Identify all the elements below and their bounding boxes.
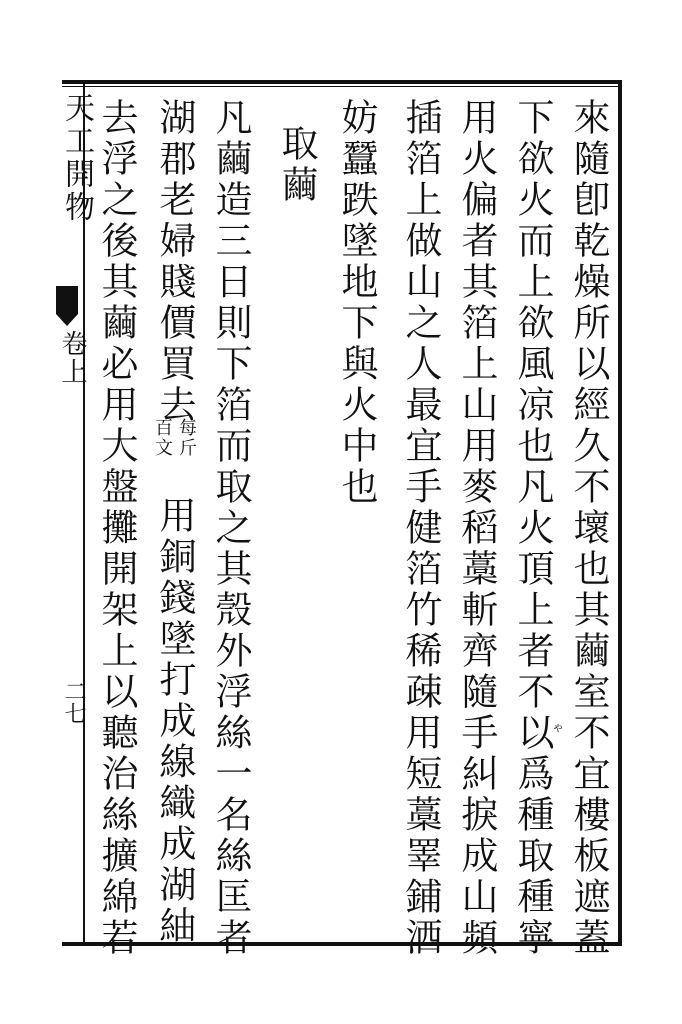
top-border-inner (62, 86, 622, 87)
text-column-2: 下欲火而上欲風凉也凡火頂上者不以爲種取種寧 (511, 98, 554, 959)
section-heading: 取繭 (275, 124, 318, 206)
top-border (62, 80, 622, 84)
text-column-5: 妨蠶跌墜地下與火中也 (335, 98, 378, 508)
text-column-8: 凡繭造三日則下箔而取之其殼外浮絲一名絲匡者 (209, 98, 252, 959)
book-title: 天工開物 (59, 92, 94, 224)
folio-number: 二七 (61, 680, 86, 724)
text-column-3: 用火偏者其箔上山用麥稻藁斬齊隨手糾捩成山頻 (455, 98, 498, 959)
text-column-1: 來隨卽乾燥所以經久不壞也其繭室不宜樓板遮蓋 (567, 98, 610, 959)
annotation-line-2: 百文 (152, 418, 173, 458)
juan-label: 卷上 (57, 330, 87, 386)
text-column-4: 插箔上做山之人最宜手健箔竹稀疎用短藁睪鋪洒 (399, 98, 442, 959)
text-column-9a: 湖郡老婦賤價買去 (153, 98, 196, 426)
text-column-9b: 用銅錢墜打成線織成湖紬 (153, 496, 196, 947)
small-mark: ゃ (552, 720, 565, 734)
right-border (618, 80, 622, 946)
fish-tail-mark (56, 286, 78, 326)
text-column-10: 去浮之後其繭必用大盤攤開架上以聽治絲擴綿若 (95, 98, 138, 959)
annotation-line-1: 每斤 (176, 418, 197, 458)
